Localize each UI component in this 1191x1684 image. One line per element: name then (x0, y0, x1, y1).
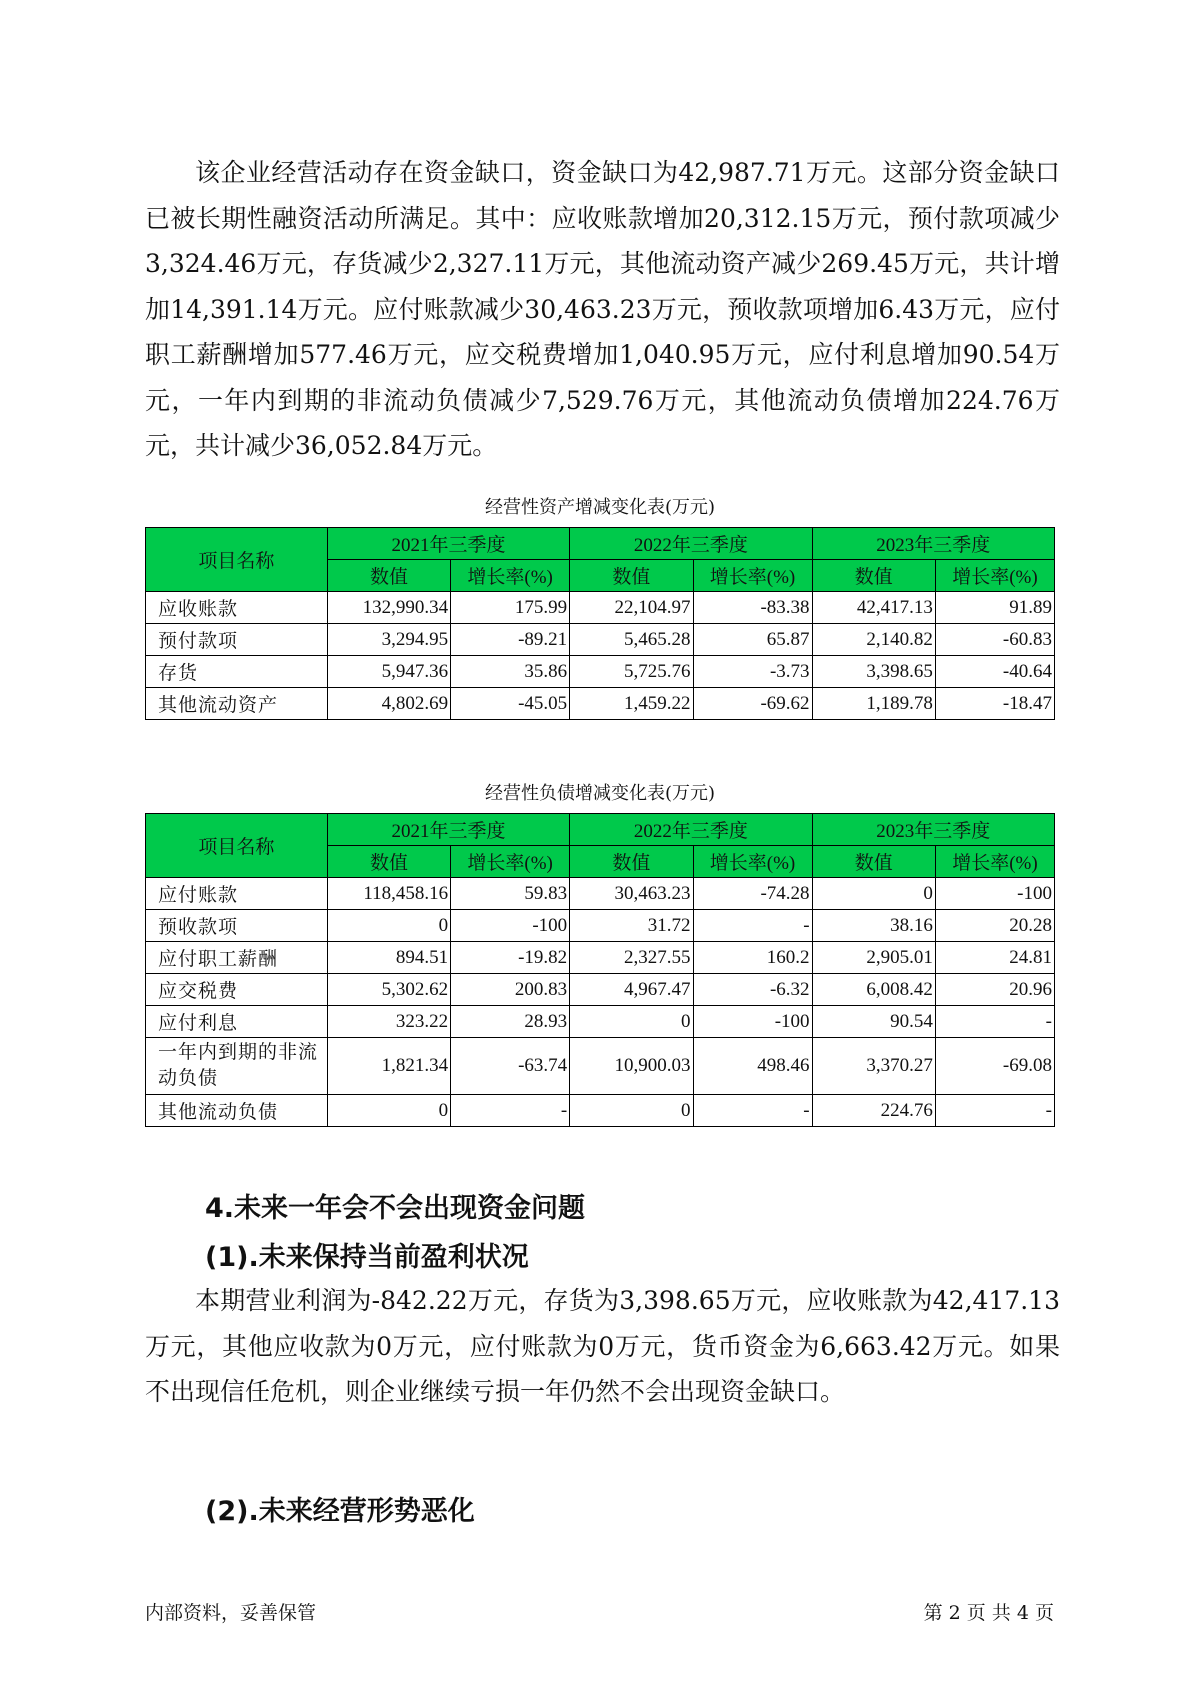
cell-growth-rate: 59.83 (451, 878, 570, 910)
table-row (146, 974, 1055, 1006)
cell-value: 0 (327, 910, 450, 942)
cell-growth-rate: -100 (451, 910, 570, 942)
header-growth: 增长率(%) (451, 846, 570, 878)
table-row (146, 688, 1055, 720)
cell-growth-rate: -83.38 (693, 592, 812, 624)
cell-growth-rate: -6.32 (693, 974, 812, 1006)
cell-growth-rate: -40.64 (935, 656, 1054, 688)
row-item-name: 应付利息 (146, 1006, 328, 1038)
footer-page-number: 第 2 页 共 4 页 (923, 1602, 1054, 1624)
cell-growth-rate: - (935, 1095, 1054, 1127)
row-item-name: 预付款项 (146, 624, 328, 656)
cell-growth-rate: -69.62 (693, 688, 812, 720)
cell-growth-rate: -60.83 (935, 624, 1054, 656)
cell-value: 3,370.27 (812, 1038, 935, 1095)
table-row (146, 1006, 1055, 1038)
row-item-name: 存货 (146, 656, 328, 688)
section-4-heading: 4.未来一年会不会出现资金问题 (205, 1193, 586, 1224)
table-row (146, 910, 1055, 942)
header-period: 2023年三季度 (812, 528, 1054, 560)
cell-growth-rate: 498.46 (693, 1038, 812, 1095)
table-row (146, 624, 1055, 656)
cell-growth-rate: -100 (935, 878, 1054, 910)
header-growth: 增长率(%) (451, 560, 570, 592)
header-period: 2023年三季度 (812, 814, 1054, 846)
liabilities-table (145, 813, 1055, 1127)
cell-value: 1,821.34 (327, 1038, 450, 1095)
cell-value: 6,008.42 (812, 974, 935, 1006)
header-growth: 增长率(%) (693, 560, 812, 592)
cell-growth-rate: -63.74 (451, 1038, 570, 1095)
cell-growth-rate: 160.2 (693, 942, 812, 974)
header-period: 2021年三季度 (327, 814, 569, 846)
cell-value: 0 (570, 1006, 693, 1038)
cell-value: 0 (570, 1095, 693, 1127)
header-period: 2022年三季度 (570, 528, 812, 560)
cell-value: 10,900.03 (570, 1038, 693, 1095)
table-row (146, 1038, 1055, 1095)
cell-value: 31.72 (570, 910, 693, 942)
row-item-name: 其他流动负债 (146, 1095, 328, 1127)
header-growth: 增长率(%) (693, 846, 812, 878)
header-growth: 增长率(%) (935, 560, 1054, 592)
header-value: 数值 (570, 560, 693, 592)
cell-value: 38.16 (812, 910, 935, 942)
header-item-name: 项目名称 (146, 528, 328, 592)
cell-value: 224.76 (812, 1095, 935, 1127)
cell-growth-rate: 200.83 (451, 974, 570, 1006)
cell-value: 1,189.78 (812, 688, 935, 720)
cell-value: 42,417.13 (812, 592, 935, 624)
cell-value: 132,990.34 (327, 592, 450, 624)
table-row (146, 592, 1055, 624)
cell-growth-rate: 65.87 (693, 624, 812, 656)
cell-value: 2,905.01 (812, 942, 935, 974)
cell-value: 90.54 (812, 1006, 935, 1038)
cell-value: 22,104.97 (570, 592, 693, 624)
table-row (146, 942, 1055, 974)
cell-growth-rate: 91.89 (935, 592, 1054, 624)
cell-value: 2,140.82 (812, 624, 935, 656)
cell-growth-rate: -3.73 (693, 656, 812, 688)
cell-growth-rate: 24.81 (935, 942, 1054, 974)
section-4-2-heading: (2).未来经营形势恶化 (205, 1496, 475, 1527)
cell-value: 5,302.62 (327, 974, 450, 1006)
cell-growth-rate: 28.93 (451, 1006, 570, 1038)
cell-growth-rate: - (693, 910, 812, 942)
cell-growth-rate: -19.82 (451, 942, 570, 974)
cell-value: 1,459.22 (570, 688, 693, 720)
header-value: 数值 (812, 846, 935, 878)
section-4-1-heading: (1).未来保持当前盈利状况 (205, 1242, 529, 1273)
row-item-name: 应交税费 (146, 974, 328, 1006)
row-item-name: 一年内到期的非流动负债 (146, 1038, 328, 1095)
table-row (146, 656, 1055, 688)
cell-growth-rate: -100 (693, 1006, 812, 1038)
section-4-1-paragraph: 本期营业利润为-842.22万元，存货为3,398.65万元，应收账款为42,417.13万元，其他应收款为0万元，应付账款为0万元，货币资金为6,663.42万元。如果不出现信任危机，则企业继续亏损一年仍然不会出现资金缺口。 (145, 1286, 1060, 1406)
table-row (146, 878, 1055, 910)
cell-value: 5,947.36 (327, 656, 450, 688)
cell-value: 5,465.28 (570, 624, 693, 656)
cell-growth-rate: 20.28 (935, 910, 1054, 942)
cell-value: 118,458.16 (327, 878, 450, 910)
cell-growth-rate: - (935, 1006, 1054, 1038)
cell-growth-rate: -89.21 (451, 624, 570, 656)
cell-value: 3,294.95 (327, 624, 450, 656)
cell-growth-rate: -18.47 (935, 688, 1054, 720)
cell-growth-rate: -69.08 (935, 1038, 1054, 1095)
cell-growth-rate: -74.28 (693, 878, 812, 910)
row-item-name: 预收款项 (146, 910, 328, 942)
cell-value: 4,967.47 (570, 974, 693, 1006)
cell-growth-rate: -45.05 (451, 688, 570, 720)
cell-growth-rate: - (451, 1095, 570, 1127)
cell-growth-rate: - (693, 1095, 812, 1127)
intro-paragraph: 该企业经营活动存在资金缺口，资金缺口为42,987.71万元。这部分资金缺口已被长期性融资活动所满足。其中：应收账款增加20,312.15万元，预付款项减少3,324.46万元，存货减少2,327.11万元，其他流动资产减少269.45万元，共计增加14,391.14万元。应付账款减少30,463.23万元，预收款项增加6.43万元，应付职工薪酬增加577.46万元，应交税费增加1,040.95万元，应付利息增加90.54万元，一年内到期的非流动负债减少7,529.76万元，其他流动负债增加224.76万元，共计减少36,052.84万元。 (145, 158, 1060, 460)
row-item-name: 应付账款 (146, 878, 328, 910)
cell-value: 30,463.23 (570, 878, 693, 910)
header-value: 数值 (327, 846, 450, 878)
assets-table-caption: 经营性资产增减变化表(万元) (484, 497, 716, 518)
cell-value: 5,725.76 (570, 656, 693, 688)
table-row (146, 1095, 1055, 1127)
header-growth: 增长率(%) (935, 846, 1054, 878)
cell-growth-rate: 35.86 (451, 656, 570, 688)
cell-value: 4,802.69 (327, 688, 450, 720)
row-item-name: 其他流动资产 (146, 688, 328, 720)
cell-value: 0 (327, 1095, 450, 1127)
assets-table (145, 527, 1055, 720)
header-period: 2022年三季度 (570, 814, 812, 846)
cell-value: 3,398.65 (812, 656, 935, 688)
row-item-name: 应付职工薪酬 (146, 942, 328, 974)
cell-value: 0 (812, 878, 935, 910)
header-period: 2021年三季度 (327, 528, 569, 560)
cell-growth-rate: 20.96 (935, 974, 1054, 1006)
liabilities-table-caption: 经营性负债增减变化表(万元) (484, 783, 716, 804)
header-item-name: 项目名称 (146, 814, 328, 878)
header-value: 数值 (570, 846, 693, 878)
header-value: 数值 (327, 560, 450, 592)
cell-value: 894.51 (327, 942, 450, 974)
cell-value: 2,327.55 (570, 942, 693, 974)
cell-growth-rate: 175.99 (451, 592, 570, 624)
footer-confidential-note: 内部资料，妥善保管 (145, 1602, 317, 1624)
cell-value: 323.22 (327, 1006, 450, 1038)
row-item-name: 应收账款 (146, 592, 328, 624)
header-value: 数值 (812, 560, 935, 592)
